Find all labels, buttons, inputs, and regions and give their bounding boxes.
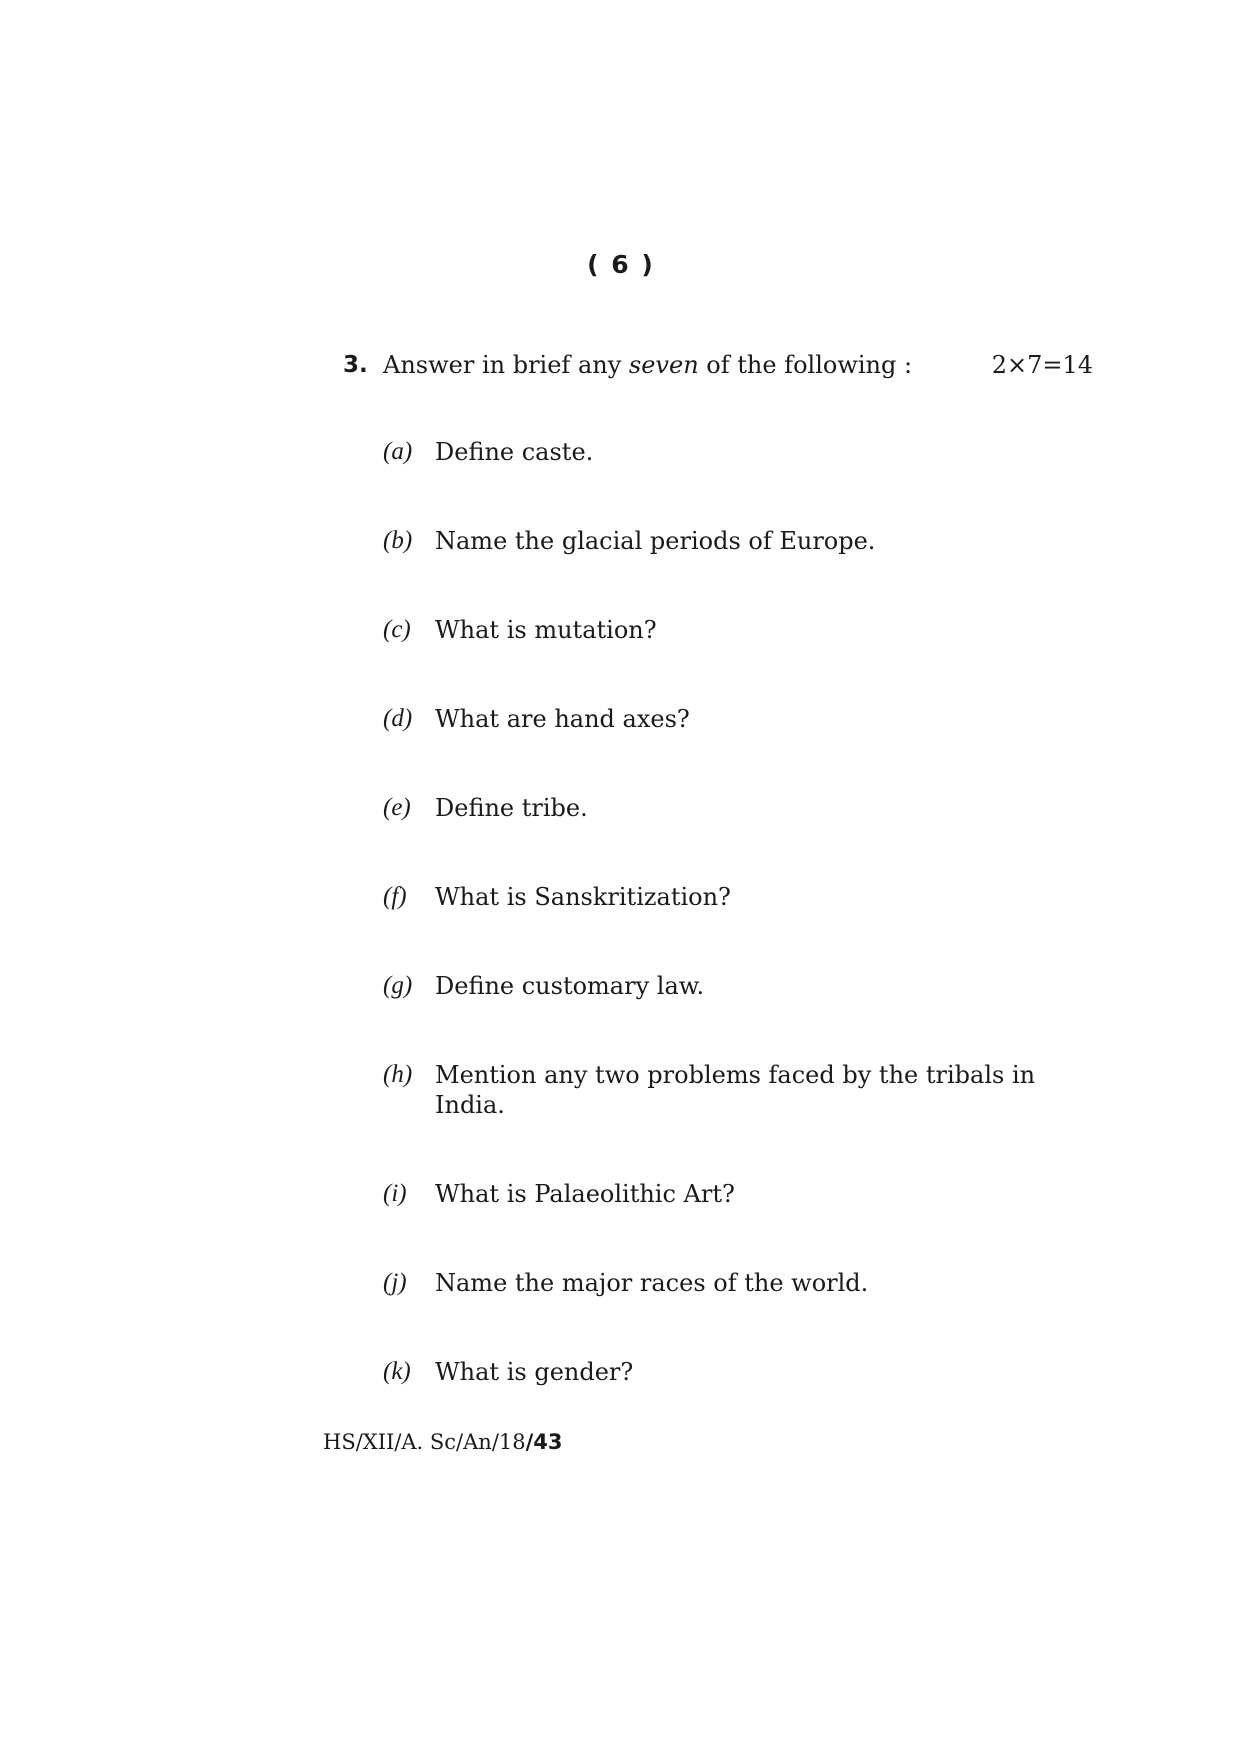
sub-question-text: Define caste. [435, 438, 594, 466]
question-marks: 2×7=14 [991, 351, 1093, 379]
question-text-emphasis: seven [628, 351, 699, 379]
sub-question-text: Mention any two problems faced by the tribals in India. [435, 1061, 1036, 1119]
sub-question-text: Name the glacial periods of Europe. [435, 527, 876, 555]
sub-question-text: What is Palaeolithic Art? [435, 1180, 735, 1208]
sub-question-label: (b) [383, 527, 413, 554]
question-text [383, 350, 912, 380]
sub-question-label: (a) [383, 438, 413, 465]
page-number: ( 6 ) [587, 250, 655, 279]
sub-question-label: (f) [383, 883, 407, 910]
sub-question-text: Define customary law. [435, 972, 705, 1000]
sub-question-label: (h) [383, 1061, 413, 1088]
sub-question-label: (i) [383, 1180, 407, 1207]
sub-question-label: (j) [383, 1269, 407, 1296]
paper-code: HS/XII/A. Sc/An/18 [323, 1430, 526, 1454]
paper-code-footer [323, 1430, 563, 1454]
sub-question-label: (d) [383, 705, 413, 732]
sub-question-label: (c) [383, 616, 411, 643]
question-text-after: of the following : [698, 351, 913, 379]
paper-code-suffix: /43 [525, 1430, 563, 1454]
sub-question-text: Define tribe. [435, 794, 588, 822]
sub-question-label: (k) [383, 1358, 411, 1385]
sub-question-text: What is mutation? [435, 616, 657, 644]
sub-question-text: What are hand axes? [435, 705, 690, 733]
sub-question-label: (g) [383, 972, 413, 999]
sub-question-text: What is gender? [435, 1358, 634, 1386]
question-number: 3. [343, 352, 368, 378]
sub-question-label: (e) [383, 794, 411, 821]
question-text-before: Answer in brief any [383, 351, 629, 379]
sub-question-text: Name the major races of the world. [435, 1269, 869, 1297]
sub-question-text: What is Sanskritization? [435, 883, 731, 911]
